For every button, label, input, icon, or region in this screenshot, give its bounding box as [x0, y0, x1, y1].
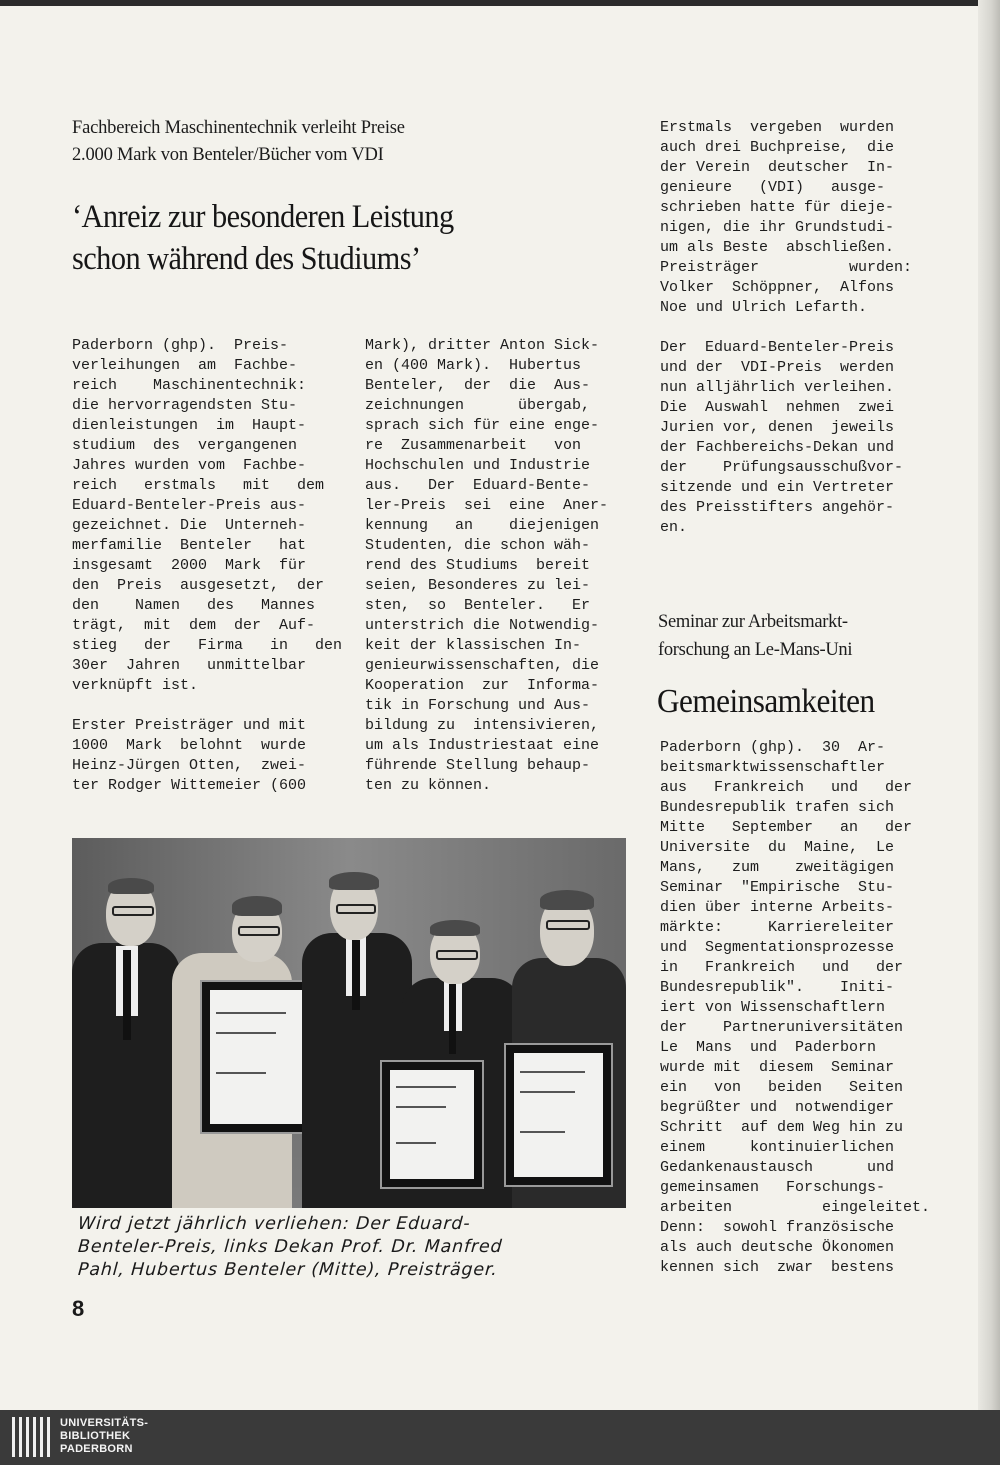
text-line: einem kontinuierlichen	[660, 1139, 895, 1156]
text-line: Bundesrepublik". Initi-	[660, 979, 895, 996]
text-line: in Frankreich und der	[660, 959, 904, 976]
text-line: Bundesrepublik trafen sich	[660, 799, 895, 816]
text-line: und der VDI-Preis werden	[660, 359, 895, 376]
article-column-1	[72, 336, 342, 796]
text-line: sten, so Benteler. Er	[365, 597, 591, 614]
text-line	[660, 318, 912, 338]
text-line: Eduard-Benteler-Preis aus-	[72, 497, 307, 514]
text-line: den Namen des Mannes	[72, 597, 316, 614]
text-line: Erster Preisträger und mit	[72, 717, 307, 734]
text-line: aus Frankreich und der	[660, 779, 913, 796]
text-line: führende Stellung behaup-	[365, 757, 591, 774]
photo-caption-line-1: Wird jetzt jährlich verliehen: Der Eduard-	[77, 1214, 472, 1234]
text-line: Preisträger wurden:	[660, 259, 913, 276]
article-kicker-line-1: Fachbereich Maschinentechnik verleiht Preise	[72, 118, 405, 138]
text-line: genieurwissenschaften, die	[365, 657, 600, 674]
text-line: kennen sich zwar bestens	[660, 1259, 895, 1276]
library-logo	[8, 1415, 178, 1461]
text-line: bildung zu intensivieren,	[365, 717, 600, 734]
text-line: verleihungen am Fachbe-	[72, 357, 298, 374]
text-line: re Zusammenarbeit von	[365, 437, 582, 454]
text-line: Volker Schöppner, Alfons	[660, 279, 895, 296]
article-kicker-line-2: 2.000 Mark von Benteler/Bücher vom VDI	[72, 145, 384, 165]
library-logo-line-3: PADERBORN	[60, 1443, 133, 1455]
certificate-frame-1	[200, 980, 314, 1134]
text-line: Hochschulen und Industrie	[365, 457, 591, 474]
photo-caption-line-3: Pahl, Hubertus Benteler (Mitte), Preisträger.	[77, 1260, 499, 1280]
text-line: Seminar "Empirische Stu-	[660, 879, 895, 896]
text-line: ter Rodger Wittemeier (600	[72, 777, 307, 794]
text-line: insgesamt 2000 Mark für	[72, 557, 307, 574]
text-line: nun alljährlich verleihen.	[660, 379, 895, 396]
text-line: Paderborn (ghp). 30 Ar-	[660, 739, 886, 756]
text-line: zeichnungen übergab,	[365, 397, 591, 414]
text-line: 1000 Mark belohnt wurde	[72, 737, 307, 754]
text-line: der Fachbereichs-Dekan und	[660, 439, 895, 456]
text-line: begrüßter und notwendiger	[660, 1099, 895, 1116]
text-line: Jurien vor, denen jeweils	[660, 419, 895, 436]
library-logo-line-2: BIBLIOTHEK	[60, 1430, 131, 1442]
seminar-body	[660, 738, 930, 1278]
text-line: der Prüfungsausschußvor-	[660, 459, 904, 476]
text-line: aus. Der Eduard-Bente-	[365, 477, 591, 494]
text-line: auch drei Buchpreise, die	[660, 139, 895, 156]
text-line: dien über interne Arbeits-	[660, 899, 895, 916]
text-line	[72, 696, 342, 716]
text-line: gemeinsamen Forschungs-	[660, 1179, 886, 1196]
text-line: Schritt auf dem Weg hin zu	[660, 1119, 904, 1136]
text-line: sitzende und ein Vertreter	[660, 479, 895, 496]
text-line: unterstrich die Notwendig-	[365, 617, 600, 634]
text-line: gezeichnet. Die Unterneh-	[72, 517, 307, 534]
text-line: nigen, die ihr Grundstudi-	[660, 219, 895, 236]
text-line: ein von beiden Seiten	[660, 1079, 904, 1096]
text-line: märkte: Karriereleiter	[660, 919, 895, 936]
text-line: um als Industriestaat eine	[365, 737, 600, 754]
text-line: Mitte September an der	[660, 819, 913, 836]
text-line: genieure (VDI) ausge-	[660, 179, 886, 196]
text-line: keit der klassischen In-	[365, 637, 582, 654]
article-headline-line-2: schon während des Studiums’	[72, 241, 421, 277]
text-line: seien, Besonderes zu lei-	[365, 577, 591, 594]
text-line: Le Mans und Paderborn	[660, 1039, 877, 1056]
text-line: und Segmentationsprozesse	[660, 939, 895, 956]
text-line: trägt, mit dem der Auf-	[72, 617, 316, 634]
text-line: reich erstmals mit dem	[72, 477, 325, 494]
scan-page-edge	[978, 0, 1000, 1410]
text-line: Jahres wurden vom Fachbe-	[72, 457, 307, 474]
text-line: Mark), dritter Anton Sick-	[365, 337, 600, 354]
text-line: studium des vergangenen	[72, 437, 298, 454]
text-line: Benteler, der die Aus-	[365, 377, 591, 394]
article-column-2	[365, 336, 608, 796]
text-line: die hervorragendsten Stu-	[72, 397, 298, 414]
text-line: Universite du Maine, Le	[660, 839, 895, 856]
text-line: ler-Preis sei eine Aner-	[365, 497, 609, 514]
text-line: Gedankenaustausch und	[660, 1159, 895, 1176]
text-line: reich Maschinentechnik:	[72, 377, 307, 394]
text-line: den Preis ausgesetzt, der	[72, 577, 325, 594]
text-line: Studenten, die schon wäh-	[365, 537, 591, 554]
text-line: tik in Forschung und Aus-	[365, 697, 591, 714]
award-photo	[72, 838, 626, 1208]
text-line: beitsmarktwissenschaftler	[660, 759, 886, 776]
text-line: Kooperation zur Informa-	[365, 677, 600, 694]
library-logo-line-1: UNIVERSITÄTS-	[60, 1417, 149, 1429]
text-line: stieg der Firma in den	[72, 637, 343, 654]
text-line: dienleistungen im Haupt-	[72, 417, 307, 434]
text-line: 30er Jahren unmittelbar	[72, 657, 307, 674]
text-line: um als Beste abschließen.	[660, 239, 895, 256]
seminar-kicker-line-1: Seminar zur Arbeitsmarkt-	[658, 612, 848, 632]
text-line: arbeiten eingeleitet.	[660, 1199, 931, 1216]
text-line: merfamilie Benteler hat	[72, 537, 307, 554]
text-line: iert von Wissenschaftlern	[660, 999, 886, 1016]
text-line: en.	[660, 519, 688, 536]
text-line: Der Eduard-Benteler-Preis	[660, 339, 895, 356]
text-line: des Preisstifters angehör-	[660, 499, 895, 516]
photo-caption-line-2: Benteler-Preis, links Dekan Prof. Dr. Manfred	[77, 1237, 504, 1257]
text-line: Denn: sowohl französische	[660, 1219, 895, 1236]
seminar-headline: Gemeinsamkeiten	[657, 683, 875, 720]
certificate-frame-2	[380, 1060, 484, 1189]
text-line: Mans, zum zweitägigen	[660, 859, 895, 876]
text-line: der Verein deutscher In-	[660, 159, 895, 176]
scan-top-edge	[0, 0, 1000, 6]
text-line: Noe und Ulrich Lefarth.	[660, 299, 868, 316]
text-line: Heinz-Jürgen Otten, zwei-	[72, 757, 307, 774]
text-line: kennung an diejenigen	[365, 517, 600, 534]
page-number: 8	[72, 1296, 85, 1321]
text-line: der Partneruniversitäten	[660, 1019, 904, 1036]
seminar-kicker-line-2: forschung an Le-Mans-Uni	[658, 640, 853, 660]
article-headline-line-1: ‘Anreiz zur besonderen Leistung	[72, 199, 454, 235]
text-line: Paderborn (ghp). Preis-	[72, 337, 289, 354]
text-line: wurde mit diesem Seminar	[660, 1059, 895, 1076]
text-line: Erstmals vergeben wurden	[660, 119, 895, 136]
article-column-3	[660, 118, 912, 538]
text-line: en (400 Mark). Hubertus	[365, 357, 582, 374]
text-line: schrieben hatte für dieje-	[660, 199, 895, 216]
text-line: Die Auswahl nehmen zwei	[660, 399, 895, 416]
text-line: als auch deutsche Ökonomen	[660, 1239, 895, 1256]
text-line: sprach sich für eine enge-	[365, 417, 600, 434]
text-line: ten zu können.	[365, 777, 492, 794]
text-line: rend des Studiums bereit	[365, 557, 591, 574]
certificate-frame-3	[504, 1043, 613, 1187]
text-line: verknüpft ist.	[72, 677, 199, 694]
